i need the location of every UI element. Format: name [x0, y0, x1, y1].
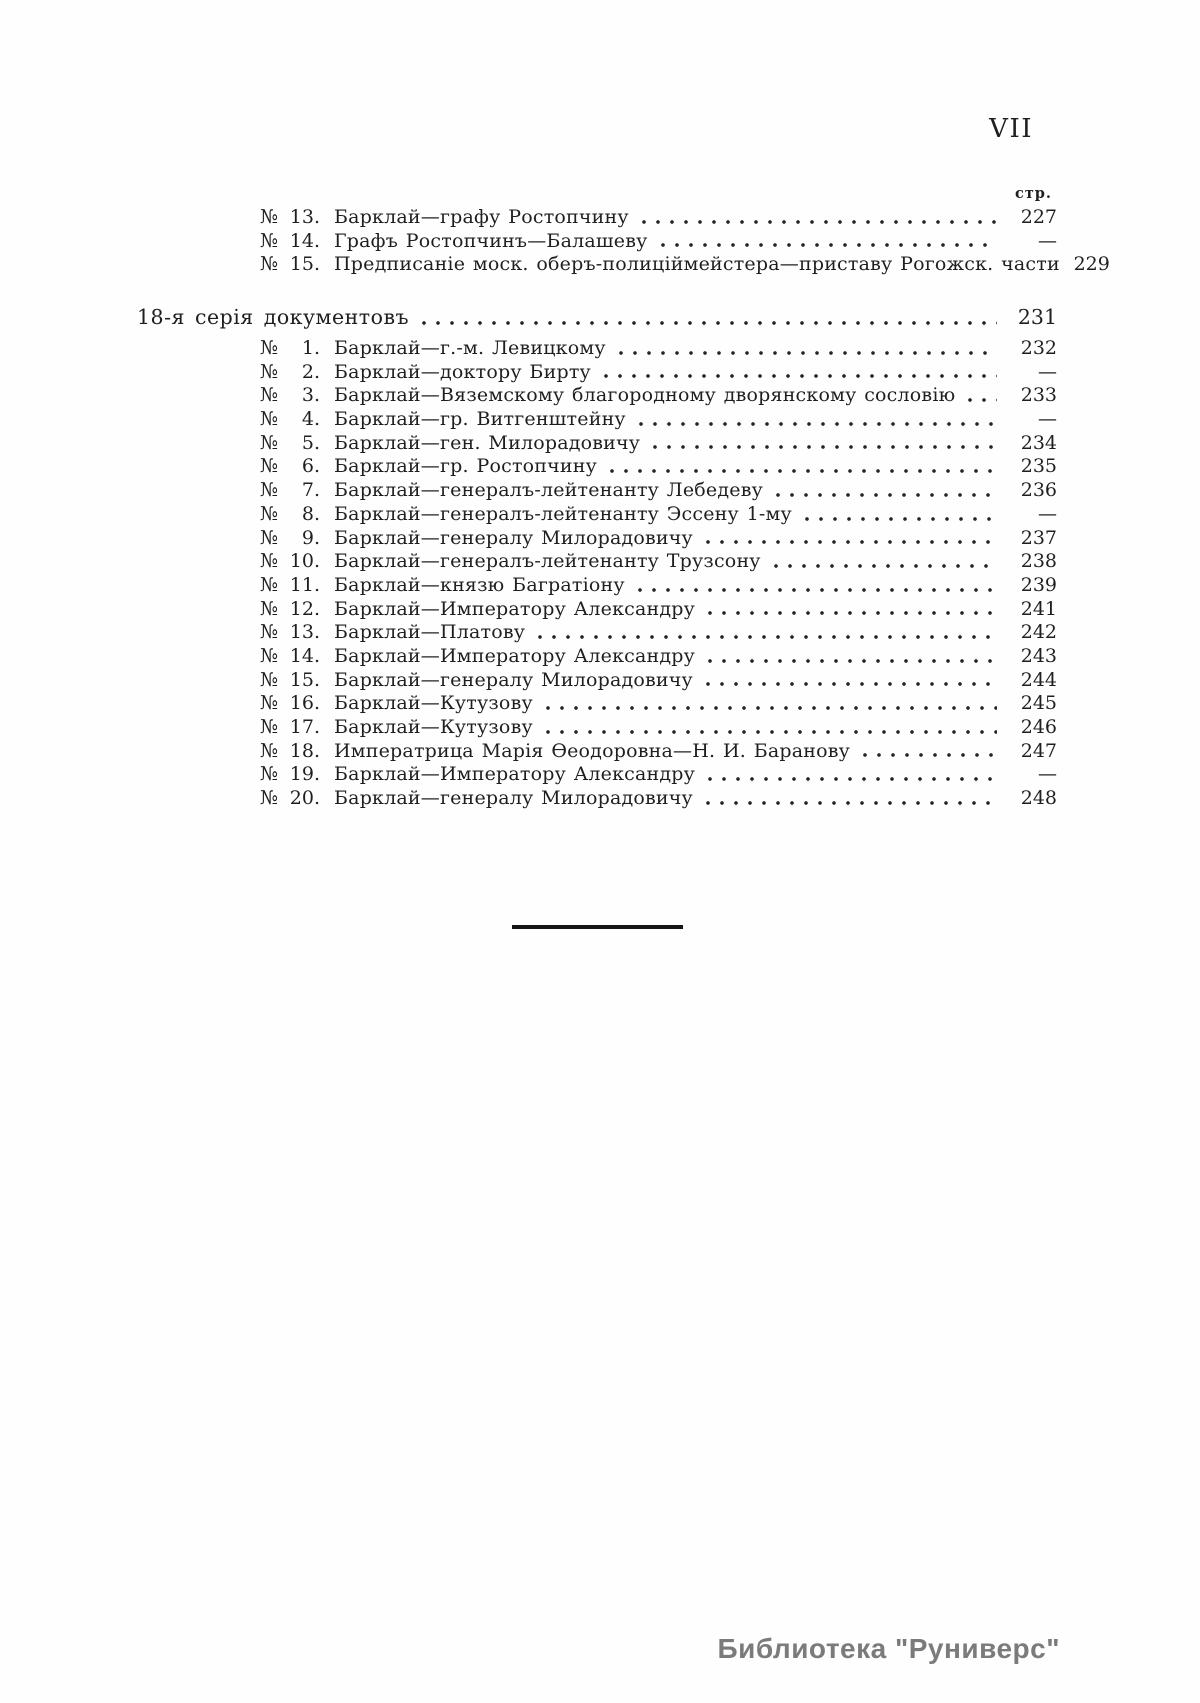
entry-page-number: —	[1038, 229, 1057, 252]
entry-page-number: 243	[1020, 644, 1057, 667]
dot-leader	[862, 752, 997, 758]
entry-numero-sign: №	[260, 739, 278, 762]
entry-page-number: 235	[1020, 455, 1057, 478]
entry-title: Императрица Марія Ѳеодоровна—Н. И. Баранову	[334, 739, 851, 762]
toc-series-entries	[260, 337, 1057, 811]
entry-page-number: 246	[1020, 716, 1057, 738]
entry-numero-sign: №	[260, 668, 278, 691]
dot-leader	[773, 563, 997, 569]
toc-entry-row	[260, 763, 1057, 787]
dot-leader	[618, 350, 997, 356]
entry-numero-sign: №	[260, 360, 278, 383]
entry-numero-sign: №	[260, 644, 278, 667]
dot-leader	[545, 729, 997, 735]
dot-leader	[660, 242, 998, 248]
entry-page-number: 242	[1020, 621, 1057, 644]
toc-entry-row	[260, 253, 1110, 277]
entry-page-number: —	[1038, 763, 1057, 786]
entry-numero-sign: №	[260, 573, 278, 596]
entry-numero-sign: №	[260, 253, 278, 276]
entry-page-number: 248	[1020, 787, 1057, 810]
entry-numero-sign: №	[260, 787, 278, 810]
toc-entry-row	[260, 598, 1057, 622]
entry-title: Барклай—генералъ-лейтенанту Эссену 1-му	[334, 502, 792, 525]
end-divider-rule	[512, 925, 683, 929]
dot-leader	[641, 219, 997, 225]
dot-leader	[652, 444, 997, 450]
toc-entry-row	[260, 787, 1057, 811]
entry-page-number: 237	[1020, 526, 1057, 549]
entry-number: 20.	[289, 787, 320, 810]
page-column-header: стр.	[1014, 185, 1052, 202]
entry-page-number: 234	[1020, 431, 1057, 454]
entry-numero-sign: №	[260, 337, 278, 359]
entry-title: Барклай—г.-м. Левицкому	[334, 337, 606, 359]
toc-entry-row	[260, 479, 1057, 503]
section-title: 18-я серія документовъ	[137, 305, 410, 329]
toc-entry-row	[260, 384, 1057, 408]
folio-page-number: VII	[989, 114, 1033, 144]
dot-leader	[638, 421, 997, 427]
entry-page-number: 238	[1020, 550, 1057, 573]
entry-title: Барклай—доктору Бирту	[334, 360, 591, 383]
entry-title: Барклай—Кутузову	[334, 692, 533, 715]
dot-leader	[545, 705, 997, 711]
toc-continued-entries	[260, 206, 1110, 277]
entry-title: Графъ Ростопчинъ—Балашеву	[334, 229, 648, 252]
entry-title: Барклай—генералу Милорадовичу	[334, 668, 693, 691]
entry-number: 4.	[301, 408, 320, 431]
entry-numero-sign: №	[260, 621, 278, 644]
toc-entry-row	[260, 740, 1057, 764]
dot-leader	[421, 320, 997, 326]
dot-leader	[707, 776, 997, 782]
toc-section-header	[137, 303, 1057, 331]
entry-numero-sign: №	[260, 502, 278, 525]
entry-numero-sign: №	[260, 479, 278, 502]
entry-page-number: 227	[1020, 206, 1057, 228]
dot-leader	[609, 468, 997, 474]
section-page-number: 231	[1017, 305, 1057, 329]
entry-number: 17.	[289, 716, 320, 738]
toc-entry-row	[260, 337, 1057, 361]
entry-title: Барклай—Императору Александру	[334, 644, 696, 667]
dot-leader	[537, 634, 997, 640]
entry-title: Предписаніе моск. оберъ-полиціймейстера—приставу Рогожск. части	[334, 253, 1060, 276]
entry-page-number: 229	[1073, 253, 1110, 276]
dot-leader	[804, 516, 997, 522]
entry-number: 9.	[301, 526, 320, 549]
dot-leader	[967, 397, 997, 403]
entry-numero-sign: №	[260, 431, 278, 454]
entry-numero-sign: №	[260, 597, 278, 620]
entry-number: 14.	[289, 229, 320, 252]
entry-page-number: —	[1038, 502, 1057, 525]
toc-entry-row	[260, 503, 1057, 527]
toc-entry-row	[260, 206, 1057, 230]
entry-page-number: 245	[1020, 692, 1057, 715]
entry-number: 13.	[289, 206, 320, 228]
toc-entry-row	[260, 527, 1057, 551]
entry-title: Барклай—гр. Витгенштейну	[334, 408, 626, 431]
entry-title: Барклай—ген. Милорадовичу	[334, 431, 641, 454]
entry-title: Барклай—Вяземскому благородному дворянскому сословію	[334, 384, 956, 407]
toc-entry-row	[260, 574, 1057, 598]
entry-number: 1.	[301, 337, 320, 359]
entry-title: Барклай—Платову	[334, 621, 526, 644]
entry-number: 15.	[289, 668, 320, 691]
entry-page-number: —	[1038, 360, 1057, 383]
toc-entry-row	[260, 645, 1057, 669]
toc-entry-row	[260, 432, 1057, 456]
entry-page-number: 232	[1020, 337, 1057, 359]
entry-number: 15.	[289, 253, 320, 276]
toc-entry-row	[260, 716, 1057, 740]
toc-entry-row	[260, 692, 1057, 716]
toc-entry-row	[260, 408, 1057, 432]
dot-leader	[775, 492, 997, 498]
entry-title: Барклай—генералу Милорадовичу	[334, 526, 693, 549]
toc-entry-row	[260, 550, 1057, 574]
entry-numero-sign: №	[260, 384, 278, 407]
entry-number: 18.	[289, 739, 320, 762]
entry-number: 7.	[301, 479, 320, 502]
entry-page-number: —	[1038, 408, 1057, 431]
entry-title: Барклай—генералъ-лейтенанту Лебедеву	[334, 479, 763, 502]
dot-leader	[707, 658, 997, 664]
toc-entry-row	[260, 230, 1057, 254]
dot-leader	[705, 539, 997, 545]
entry-number: 16.	[289, 692, 320, 715]
entry-title: Барклай—Кутузову	[334, 716, 533, 738]
entry-numero-sign: №	[260, 408, 278, 431]
entry-title: Барклай—графу Ростопчину	[334, 206, 629, 228]
entry-number: 13.	[289, 621, 320, 644]
entry-number: 2.	[301, 360, 320, 383]
dot-leader	[707, 610, 997, 616]
dot-leader	[705, 681, 997, 687]
entry-number: 8.	[301, 502, 320, 525]
toc-entry-row	[260, 455, 1057, 479]
entry-number: 19.	[289, 763, 320, 786]
entry-title: Барклай—гр. Ростопчину	[334, 455, 598, 478]
entry-title: Барклай—Императору Александру	[334, 597, 696, 620]
toc-entry-row	[260, 361, 1057, 385]
entry-number: 11.	[289, 573, 320, 596]
entry-title: Барклай—Императору Александру	[334, 763, 696, 786]
entry-numero-sign: №	[260, 526, 278, 549]
entry-title: Барклай—князю Багратіону	[334, 573, 625, 596]
entry-numero-sign: №	[260, 550, 278, 573]
entry-page-number: 239	[1020, 573, 1057, 596]
entry-numero-sign: №	[260, 692, 278, 715]
entry-numero-sign: №	[260, 206, 278, 228]
entry-number: 10.	[289, 550, 320, 573]
section-header-row	[137, 303, 1057, 331]
entry-numero-sign: №	[260, 716, 278, 738]
entry-number: 5.	[301, 431, 320, 454]
entry-title: Барклай—генералъ-лейтенанту Трузсону	[334, 550, 761, 573]
dot-leader	[603, 373, 997, 379]
toc-entry-row	[260, 621, 1057, 645]
entry-numero-sign: №	[260, 229, 278, 252]
entry-page-number: 244	[1020, 668, 1057, 691]
entry-page-number: 247	[1020, 739, 1057, 762]
entry-numero-sign: №	[260, 455, 278, 478]
dot-leader	[705, 800, 997, 806]
entry-number: 12.	[289, 597, 320, 620]
dot-leader	[637, 587, 997, 593]
toc-entry-row	[260, 669, 1057, 693]
entry-page-number: 241	[1020, 597, 1057, 620]
entry-page-number: 236	[1020, 479, 1057, 502]
entry-page-number: 233	[1020, 384, 1057, 407]
entry-number: 6.	[301, 455, 320, 478]
library-watermark: Библиотека "Руниверс"	[717, 1633, 1060, 1664]
entry-number: 14.	[289, 644, 320, 667]
entry-number: 3.	[301, 384, 320, 407]
entry-numero-sign: №	[260, 763, 278, 786]
entry-title: Барклай—генералу Милорадовичу	[334, 787, 693, 810]
